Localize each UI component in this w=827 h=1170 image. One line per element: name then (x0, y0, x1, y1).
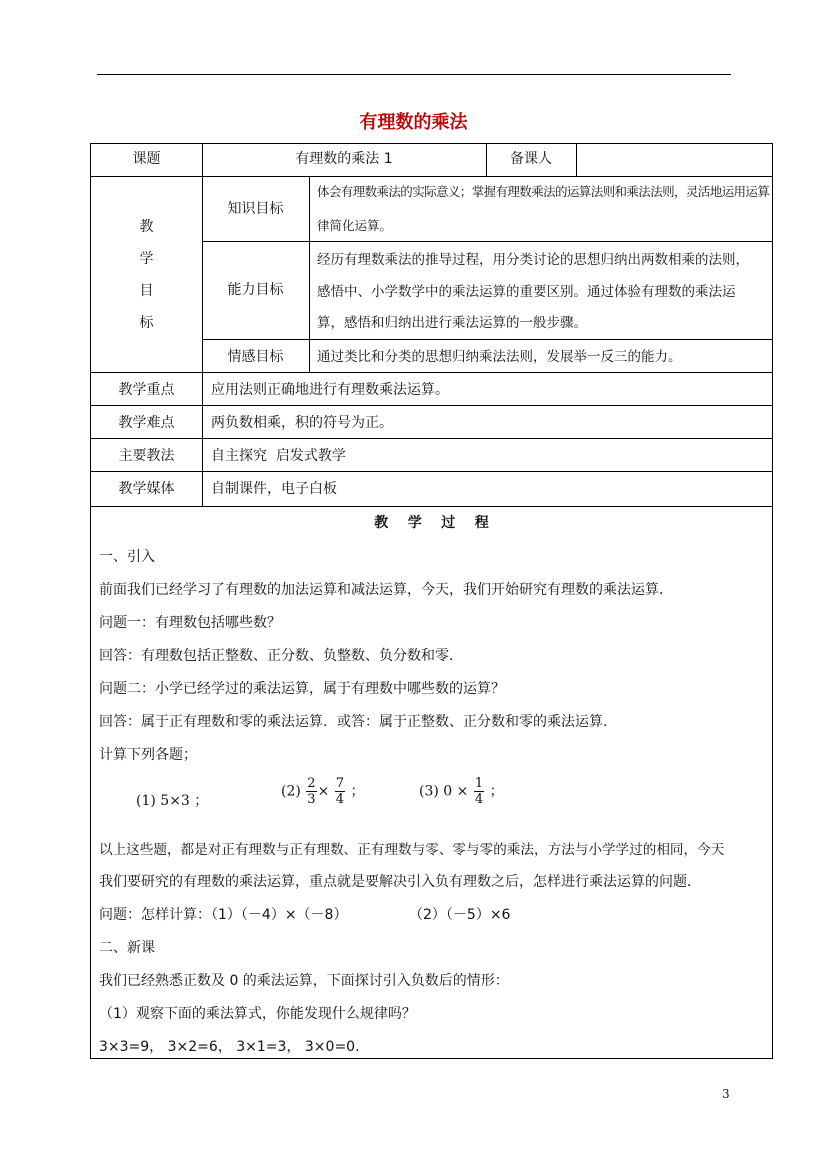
exercise-2-prefix: (2) (281, 783, 301, 800)
preparer-value (576, 144, 772, 176)
grid-line (202, 339, 772, 340)
exercise-2 (281, 776, 365, 807)
topic-label: 课题 (132, 151, 161, 167)
focus-value: 应用法则正确地进行有理数乘法运算。 (211, 382, 449, 398)
numerator: 2 (307, 776, 316, 791)
lesson-table (90, 143, 773, 507)
grid-line (202, 144, 203, 506)
difficulty-label: 教学难点 (118, 415, 175, 431)
question-one: 问题一：有理数包括哪些数？ (99, 615, 281, 631)
times-sign: × (317, 783, 330, 800)
goals-label-2: 学 (139, 251, 154, 267)
goals-label-4: 标 (139, 315, 154, 331)
ability-label: 能力目标 (227, 282, 284, 298)
fraction (306, 776, 316, 807)
goals-label-3: 目 (139, 283, 154, 299)
grid-line (309, 176, 310, 372)
new-lesson-heading: 二、新课 (99, 940, 155, 956)
grid-line (91, 438, 772, 439)
media-label: 教学媒体 (118, 481, 175, 497)
media-value: 自制课件，电子白板 (211, 481, 337, 497)
ability-line-3: 算，感悟和归纳出进行乘法运算的一般步骤。 (317, 315, 587, 331)
multiplication-sequence: 3×3=9， 3×2=6， 3×1=3， 3×0=0. (99, 1039, 360, 1055)
ability-line-1: 经历有理数乘法的推导过程，用分类讨论的思想归纳出两数相乘的法则， (317, 252, 749, 268)
answer-one: 回答：有理数包括正整数、正分数、负整数、负分数和零． (99, 648, 463, 664)
exercise-3-prefix: (3) 0 × (419, 783, 469, 800)
process-heading: 教 学 过 程 (374, 515, 489, 531)
question-three-b: （2）（－5）×6 (409, 907, 511, 923)
method-value: 自主探究 启发式教学 (211, 448, 346, 464)
page-number: 3 (722, 1087, 730, 1101)
focus-label: 教学重点 (118, 382, 175, 398)
grid-line (91, 471, 772, 472)
intro-paragraph: 前面我们已经学习了有理数的加法运算和减法运算，今天，我们开始研究有理数的乘法运算． (99, 582, 673, 598)
explanation-line-1: 以上这些题，都是对正有理数与正有理数、正有理数与零、零与零的乘法，方法与小学学过的相同，今天 (99, 842, 725, 858)
question-three-a: 问题：怎样计算：（1）（－4）×（－8） (99, 907, 348, 923)
grid-line (91, 176, 772, 177)
knowledge-line-1: 体会有理数乘法的实际意义；掌握有理数乘法的运算法则和乘法法则，灵活地运用运算 (317, 184, 770, 199)
calc-instruction: 计算下列各题； (99, 747, 197, 763)
method-label: 主要教法 (118, 448, 175, 464)
grid-line (91, 372, 772, 373)
denominator: 4 (474, 792, 484, 807)
exercise-3-suffix: ； (489, 783, 504, 800)
denominator: 4 (335, 792, 345, 807)
explanation-line-2: 我们要研究的有理数的乘法运算，重点就是要解决引入负有理数之后，怎样进行乘法运算的问题． (99, 874, 701, 890)
grid-line (91, 405, 772, 406)
exercise-3 (419, 776, 504, 807)
exercise-2-suffix: ； (350, 783, 365, 800)
emotion-label: 情感目标 (227, 349, 284, 365)
difficulty-value: 两负数相乘，积的符号为正。 (211, 415, 393, 431)
emotion-value: 通过类比和分类的思想归纳乘法法则，发展举一反三的能力。 (317, 349, 682, 365)
question-two: 问题二：小学已经学过的乘法运算，属于有理数中哪些数的运算？ (99, 681, 505, 697)
preparer-label: 备课人 (510, 151, 552, 167)
header-rule (97, 74, 731, 75)
numerator: 7 (335, 776, 345, 791)
page-title: 有理数的乘法 (359, 112, 468, 133)
answer-two: 回答：属于正有理数和零的乘法运算．或答：属于正整数、正分数和零的乘法运算． (99, 714, 617, 730)
numerator: 1 (474, 776, 484, 791)
grid-line (202, 241, 772, 242)
grid-line (486, 144, 487, 176)
grid-line (576, 144, 577, 176)
ability-line-2: 感悟中、小学数学中的乘法运算的重要区别。通过体验有理数的乘法运 (317, 284, 736, 300)
new-lesson-intro: 我们已经熟悉正数及 0 的乘法运算，下面探讨引入负数后的情形： (99, 973, 509, 989)
knowledge-label: 知识目标 (227, 201, 284, 217)
observe-prompt: （1）观察下面的乘法算式，你能发现什么规律吗？ (99, 1006, 416, 1022)
goals-label-1: 教 (139, 219, 154, 235)
denominator: 3 (307, 792, 316, 807)
fraction (335, 776, 345, 807)
exercise-1: (1) 5×3 ； (136, 793, 209, 809)
fraction (474, 776, 484, 807)
knowledge-line-2: 律简化运算。 (317, 218, 393, 233)
process-section (90, 506, 773, 1059)
topic-value: 有理数的乘法 1 (295, 151, 393, 167)
intro-heading: 一、引入 (99, 549, 155, 565)
